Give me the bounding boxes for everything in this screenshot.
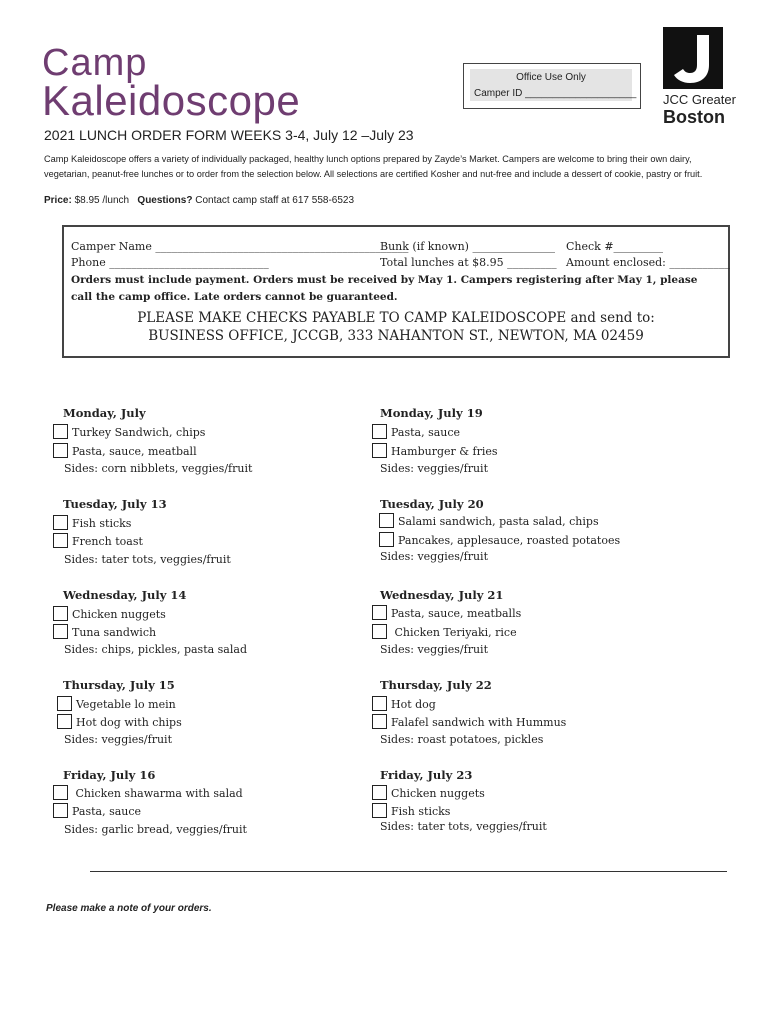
checkbox-icon[interactable] [372, 803, 387, 818]
day-heading: Friday, July 16 [63, 768, 156, 782]
checkbox-icon[interactable] [379, 513, 394, 528]
menu-item[interactable]: Chicken nuggets [372, 785, 485, 800]
checkbox-icon[interactable] [372, 443, 387, 458]
menu-item[interactable]: Salami sandwich, pasta salad, chips [379, 513, 599, 528]
payment-line-1: PLEASE MAKE CHECKS PAYABLE TO CAMP KALEIDOSCOPE and send to: [137, 310, 655, 326]
checkbox-icon[interactable] [53, 533, 68, 548]
payment-line-2: BUSINESS OFFICE, JCCGB, 333 NAHANTON ST., NEWTON, MA 02459 [148, 328, 644, 344]
office-use-title: Office Use Only [516, 72, 586, 83]
checkbox-icon[interactable] [53, 785, 68, 800]
menu-item[interactable]: Pasta, sauce, meatball [53, 443, 197, 458]
checkbox-icon[interactable] [372, 714, 387, 729]
menu-item[interactable]: Chicken Teriyaki, rice [372, 624, 517, 639]
camper-name-field[interactable]: Camper Name ______________________________________________ [71, 240, 409, 253]
menu-item[interactable]: Chicken nuggets [53, 606, 166, 621]
menu-item[interactable]: Fish sticks [53, 515, 131, 530]
menu-item[interactable]: Hot dog with chips [57, 714, 182, 729]
checkbox-icon[interactable] [372, 424, 387, 439]
checkbox-icon[interactable] [57, 714, 72, 729]
sides-text: Sides: roast potatoes, pickles [380, 733, 544, 746]
day-heading: Tuesday, July 20 [380, 497, 484, 511]
menu-item[interactable]: Hot dog [372, 696, 436, 711]
price-line [44, 195, 354, 206]
jcc-line-2: Boston [663, 107, 725, 127]
checkbox-icon[interactable] [53, 443, 68, 458]
checkbox-icon[interactable] [53, 515, 68, 530]
footer-note: Please make a note of your orders. [46, 903, 212, 914]
menu-item[interactable]: Vegetable lo mein [57, 696, 176, 711]
menu-item[interactable]: Hamburger & fries [372, 443, 498, 458]
checkbox-icon[interactable] [372, 696, 387, 711]
sides-text: Sides: veggies/fruit [64, 733, 172, 746]
questions-label: Questions? [137, 195, 193, 206]
menu-item[interactable]: French toast [53, 533, 143, 548]
camp-kaleidoscope-logo [42, 44, 300, 122]
checkbox-icon[interactable] [379, 532, 394, 547]
menu-item[interactable]: Pancakes, applesauce, roasted potatoes [379, 532, 620, 547]
day-heading: Monday, July 19 [380, 406, 483, 420]
form-title: 2021 LUNCH ORDER FORM WEEKS 3-4, July 12 –July 23 [44, 127, 414, 143]
checkbox-icon[interactable] [372, 785, 387, 800]
sides-text: Sides: corn nibblets, veggies/fruit [64, 462, 253, 475]
checkbox-icon[interactable] [53, 624, 68, 639]
checkbox-icon[interactable] [53, 803, 68, 818]
sides-text: Sides: tater tots, veggies/fruit [380, 820, 547, 833]
jcc-greater-boston-wordmark [663, 93, 736, 126]
menu-item[interactable]: Chicken shawarma with salad [53, 785, 243, 800]
day-heading: Tuesday, July 13 [63, 497, 167, 511]
menu-item[interactable]: Tuna sandwich [53, 624, 156, 639]
day-heading: Thursday, July 22 [380, 678, 492, 692]
sides-text: Sides: veggies/fruit [380, 550, 488, 563]
check-number-field[interactable]: Check #_________ [566, 240, 664, 253]
amount-enclosed-field[interactable]: Amount enclosed: ___________ [566, 256, 730, 269]
intro-paragraph: Camp Kaleidoscope offers a variety of individually packaged, healthy lunch options prepared by Zayde’s Market. Campers are welcome to bring their own dairy, vegetarian, peanut-free lunches or to order from the selection below. All selections are certified Kosher and nut-free and include a dessert of cookie, pastry or fruit. [44, 154, 703, 179]
day-heading: Friday, July 23 [380, 768, 473, 782]
payment-warning: Orders must include payment. Orders must be received by May 1. Campers registering after May 1, please call the camp office. Late orders cannot be guaranteed. [71, 274, 698, 303]
checkbox-icon[interactable] [372, 605, 387, 620]
logo-line-2: Kaleidoscope [42, 77, 301, 124]
bunk-field[interactable]: Bunk (if known) _______________ [380, 240, 555, 253]
sides-text: Sides: veggies/fruit [380, 643, 488, 656]
payment-instructions [64, 309, 728, 345]
sides-text: Sides: garlic bread, veggies/fruit [64, 823, 247, 836]
divider-line [90, 871, 727, 872]
sides-text: Sides: veggies/fruit [380, 462, 488, 475]
order-info-box [62, 225, 730, 358]
checkbox-icon[interactable] [53, 424, 68, 439]
camper-id-field[interactable]: Camper ID ____________________ [474, 88, 637, 99]
day-heading: Thursday, July 15 [63, 678, 175, 692]
questions-text: Contact camp staff at 617 558-6523 [195, 195, 355, 206]
price-value: $8.95 /lunch [74, 195, 130, 206]
day-heading: Wednesday, July 21 [380, 588, 504, 602]
checkbox-icon[interactable] [53, 606, 68, 621]
jcc-logo-icon [663, 27, 723, 89]
menu-item[interactable]: Pasta, sauce [372, 424, 460, 439]
logo-line-1: Camp [42, 42, 148, 84]
day-heading: Wednesday, July 14 [63, 588, 187, 602]
price-label: Price: [44, 195, 72, 206]
sides-text: Sides: tater tots, veggies/fruit [64, 553, 231, 566]
office-use-box [463, 63, 641, 109]
jcc-line-1: JCC Greater [663, 92, 736, 107]
day-heading: Monday, July [63, 406, 146, 420]
menu-item[interactable]: Fish sticks [372, 803, 450, 818]
phone-field[interactable]: Phone _____________________________ [71, 256, 269, 269]
menu-item[interactable]: Falafel sandwich with Hummus [372, 714, 566, 729]
menu-item[interactable]: Pasta, sauce, meatballs [372, 605, 521, 620]
checkbox-icon[interactable] [57, 696, 72, 711]
menu-item[interactable]: Turkey Sandwich, chips [53, 424, 205, 439]
checkbox-icon[interactable] [372, 624, 387, 639]
total-lunches-field[interactable]: Total lunches at $8.95 _________ [380, 256, 557, 269]
sides-text: Sides: chips, pickles, pasta salad [64, 643, 247, 656]
menu-item[interactable]: Pasta, sauce [53, 803, 141, 818]
